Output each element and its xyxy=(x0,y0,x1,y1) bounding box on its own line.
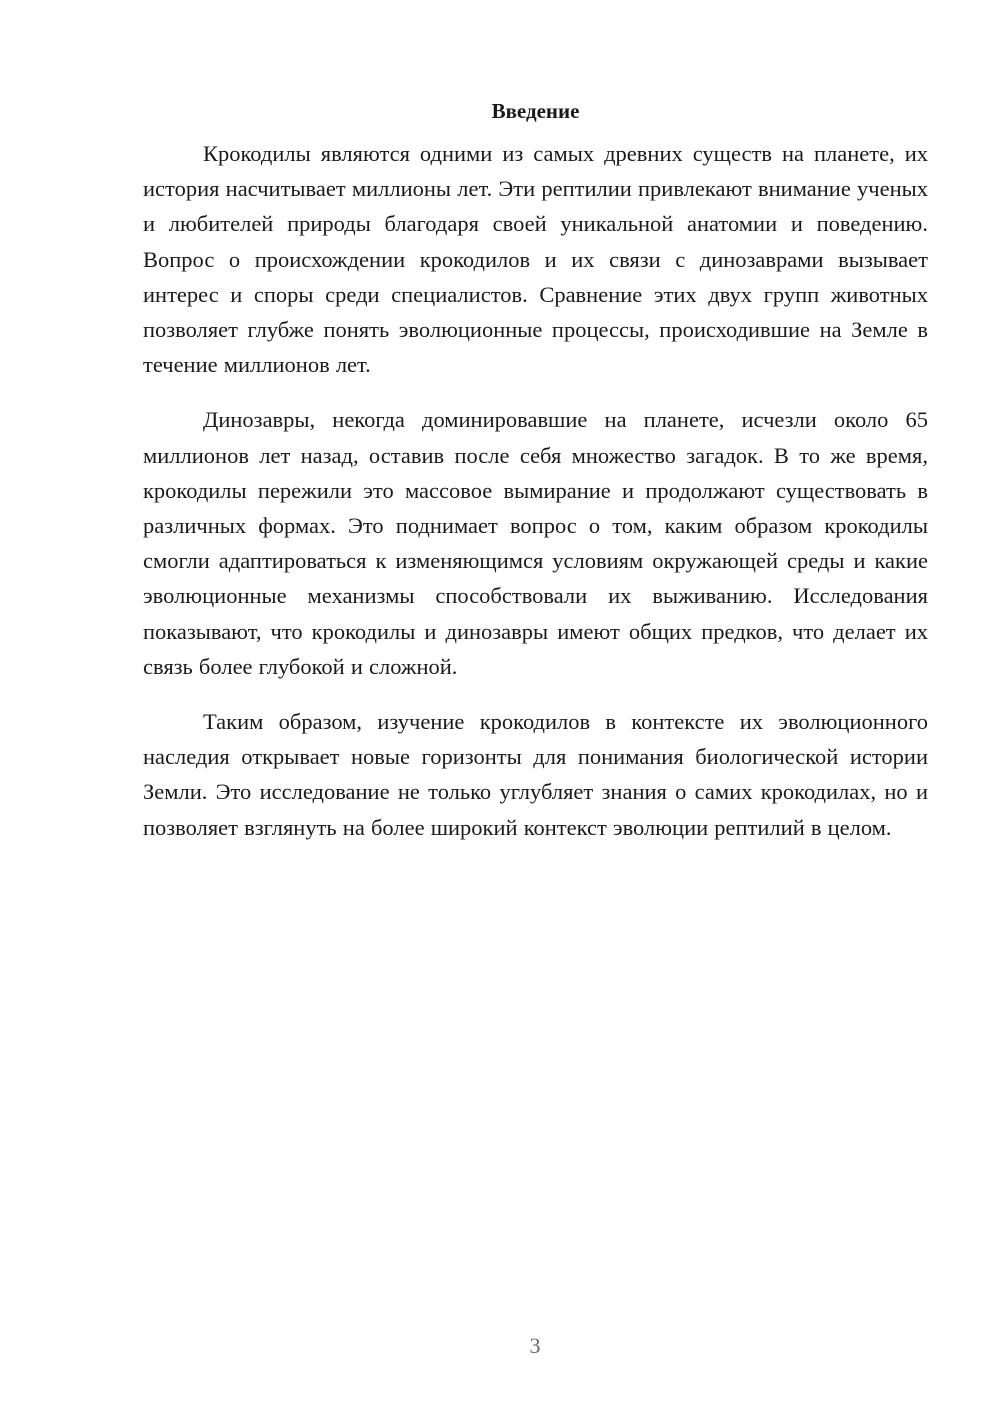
page-number: 3 xyxy=(529,1333,541,1358)
paragraph-3: Таким образом, изучение крокодилов в контексте их эволюционного наследия открывает новые горизонты для понимания биологической истории Земли. Это исследование не только углубляет знания о самих крокодилах, но и позволяет взглянуть на более широкий контекст эволюции рептилий в целом. xyxy=(143,709,928,840)
page-content xyxy=(143,96,928,865)
section-title: Введение xyxy=(491,99,580,123)
paragraph-2: Динозавры, некогда доминировавшие на планете, исчезли около 65 миллионов лет назад, оставив после себя множество загадок. В то же время, крокодилы пережили это массовое вымирание и продолжают существовать в различных формах. Это поднимает вопрос о том, каким образом крокодилы смогли адаптироваться к изменяющимся условиям окружающей среды и какие эволюционные механизмы способствовали их выживанию. Исследования показывают, что крокодилы и динозавры имеют общих предков, что делает их связь более глубокой и сложной. xyxy=(143,407,928,679)
paragraph-1: Крокодилы являются одними из самых древних существ на планете, их история насчитывает миллионы лет. Эти рептилии привлекают внимание ученых и любителей природы благодаря своей уникальной анатомии и поведению. Вопрос о происхождении крокодилов и их связи с динозаврами вызывает интерес и споры среди специалистов. Сравнение этих двух групп животных позволяет глубже понять эволюционные процессы, происходившие на Земле в течение миллионов лет. xyxy=(143,141,928,378)
